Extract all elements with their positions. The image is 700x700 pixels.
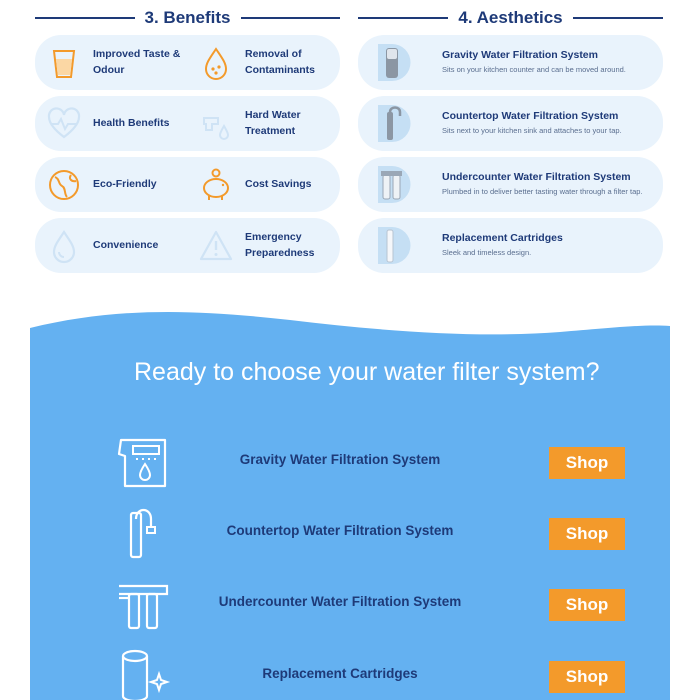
- product-row: [30, 576, 670, 636]
- heading-rule-right: [241, 17, 341, 19]
- heart-pulse-icon: [41, 101, 87, 147]
- product-name: Replacement Cartridges: [262, 666, 418, 681]
- benefit-item: [41, 218, 189, 273]
- benefit-item: [193, 157, 338, 212]
- heading-rule-left: [35, 17, 135, 19]
- benefit-card-row-2: [35, 96, 340, 151]
- benefit-item: [41, 35, 189, 90]
- aesthetic-card: [358, 218, 663, 273]
- benefit-label: Eco-Friendly: [93, 177, 157, 190]
- aesthetic-description: Plumbed in to deliver better tasting water through a filter tap.: [442, 187, 643, 196]
- aesthetic-description: Sits on your kitchen counter and can be moved around.: [442, 65, 626, 74]
- benefits-title: 3. Benefits: [144, 8, 231, 27]
- benefit-label: Removal of Contaminants: [245, 48, 316, 76]
- product-name: Undercounter Water Filtration System: [218, 594, 462, 609]
- product-row: [30, 434, 670, 494]
- benefit-label: Improved Taste & Odour: [93, 48, 181, 76]
- benefit-item: [193, 35, 338, 90]
- aesthetic-card: [358, 35, 663, 90]
- shop-undercounter-button[interactable]: Shop: [549, 589, 625, 621]
- benefit-label: Emergency Preparedness: [245, 231, 315, 259]
- tap-drop-icon: [193, 101, 239, 147]
- heading-rule-right: [573, 17, 663, 19]
- aesthetic-description: Sits next to your kitchen sink and attaches to your tap.: [442, 126, 622, 135]
- cartridge-icon: [372, 224, 412, 267]
- aesthetic-title: Countertop Water Filtration System: [442, 110, 619, 122]
- benefit-item: [41, 157, 189, 212]
- benefit-card-row-3: [35, 157, 340, 212]
- aesthetic-card: [358, 96, 663, 151]
- countertop-system-icon: [372, 102, 412, 145]
- undercounter-filter-icon: [115, 576, 171, 632]
- gravity-filter-icon: [115, 434, 171, 490]
- benefit-item: [193, 218, 338, 273]
- cta-section: [30, 310, 670, 700]
- countertop-filter-icon: [115, 505, 171, 561]
- product-name: Countertop Water Filtration System: [226, 523, 454, 538]
- shop-countertop-button[interactable]: Shop: [549, 518, 625, 550]
- benefit-card-row-1: [35, 35, 340, 90]
- cartridge-icon: [115, 648, 171, 700]
- aesthetic-title: Undercounter Water Filtration System: [442, 171, 631, 183]
- benefit-label: Cost Savings: [245, 177, 312, 190]
- shop-cartridges-button[interactable]: Shop: [549, 661, 625, 693]
- product-row: [30, 648, 670, 700]
- product-row: [30, 505, 670, 565]
- benefit-card-row-4: [35, 218, 340, 273]
- benefit-item: [193, 96, 338, 151]
- cta-title: Ready to choose your water filter system?: [134, 358, 600, 386]
- aesthetics-heading: [358, 5, 663, 31]
- water-glass-icon: [41, 40, 87, 86]
- benefits-heading: [35, 5, 340, 31]
- shop-gravity-button[interactable]: Shop: [549, 447, 625, 479]
- gravity-system-icon: [372, 41, 412, 84]
- globe-icon: [41, 162, 87, 208]
- product-name: Gravity Water Filtration System: [239, 452, 441, 467]
- heading-rule-left: [358, 17, 448, 19]
- aesthetics-title: 4. Aesthetics: [458, 8, 563, 27]
- benefit-label: Convenience: [93, 238, 159, 251]
- benefit-label: Health Benefits: [93, 116, 170, 129]
- aesthetic-description: Sleek and timeless design.: [442, 248, 532, 257]
- aesthetic-title: Gravity Water Filtration System: [442, 49, 598, 61]
- benefit-label: Hard Water Treatment: [245, 109, 301, 137]
- aesthetic-title: Replacement Cartridges: [442, 232, 563, 244]
- water-drop-icon: [41, 223, 87, 269]
- warning-icon: [193, 223, 239, 269]
- benefit-item: [41, 96, 189, 151]
- droplet-filter-icon: [193, 40, 239, 86]
- piggy-bank-icon: [193, 162, 239, 208]
- undercounter-system-icon: [372, 163, 412, 206]
- aesthetic-card: [358, 157, 663, 212]
